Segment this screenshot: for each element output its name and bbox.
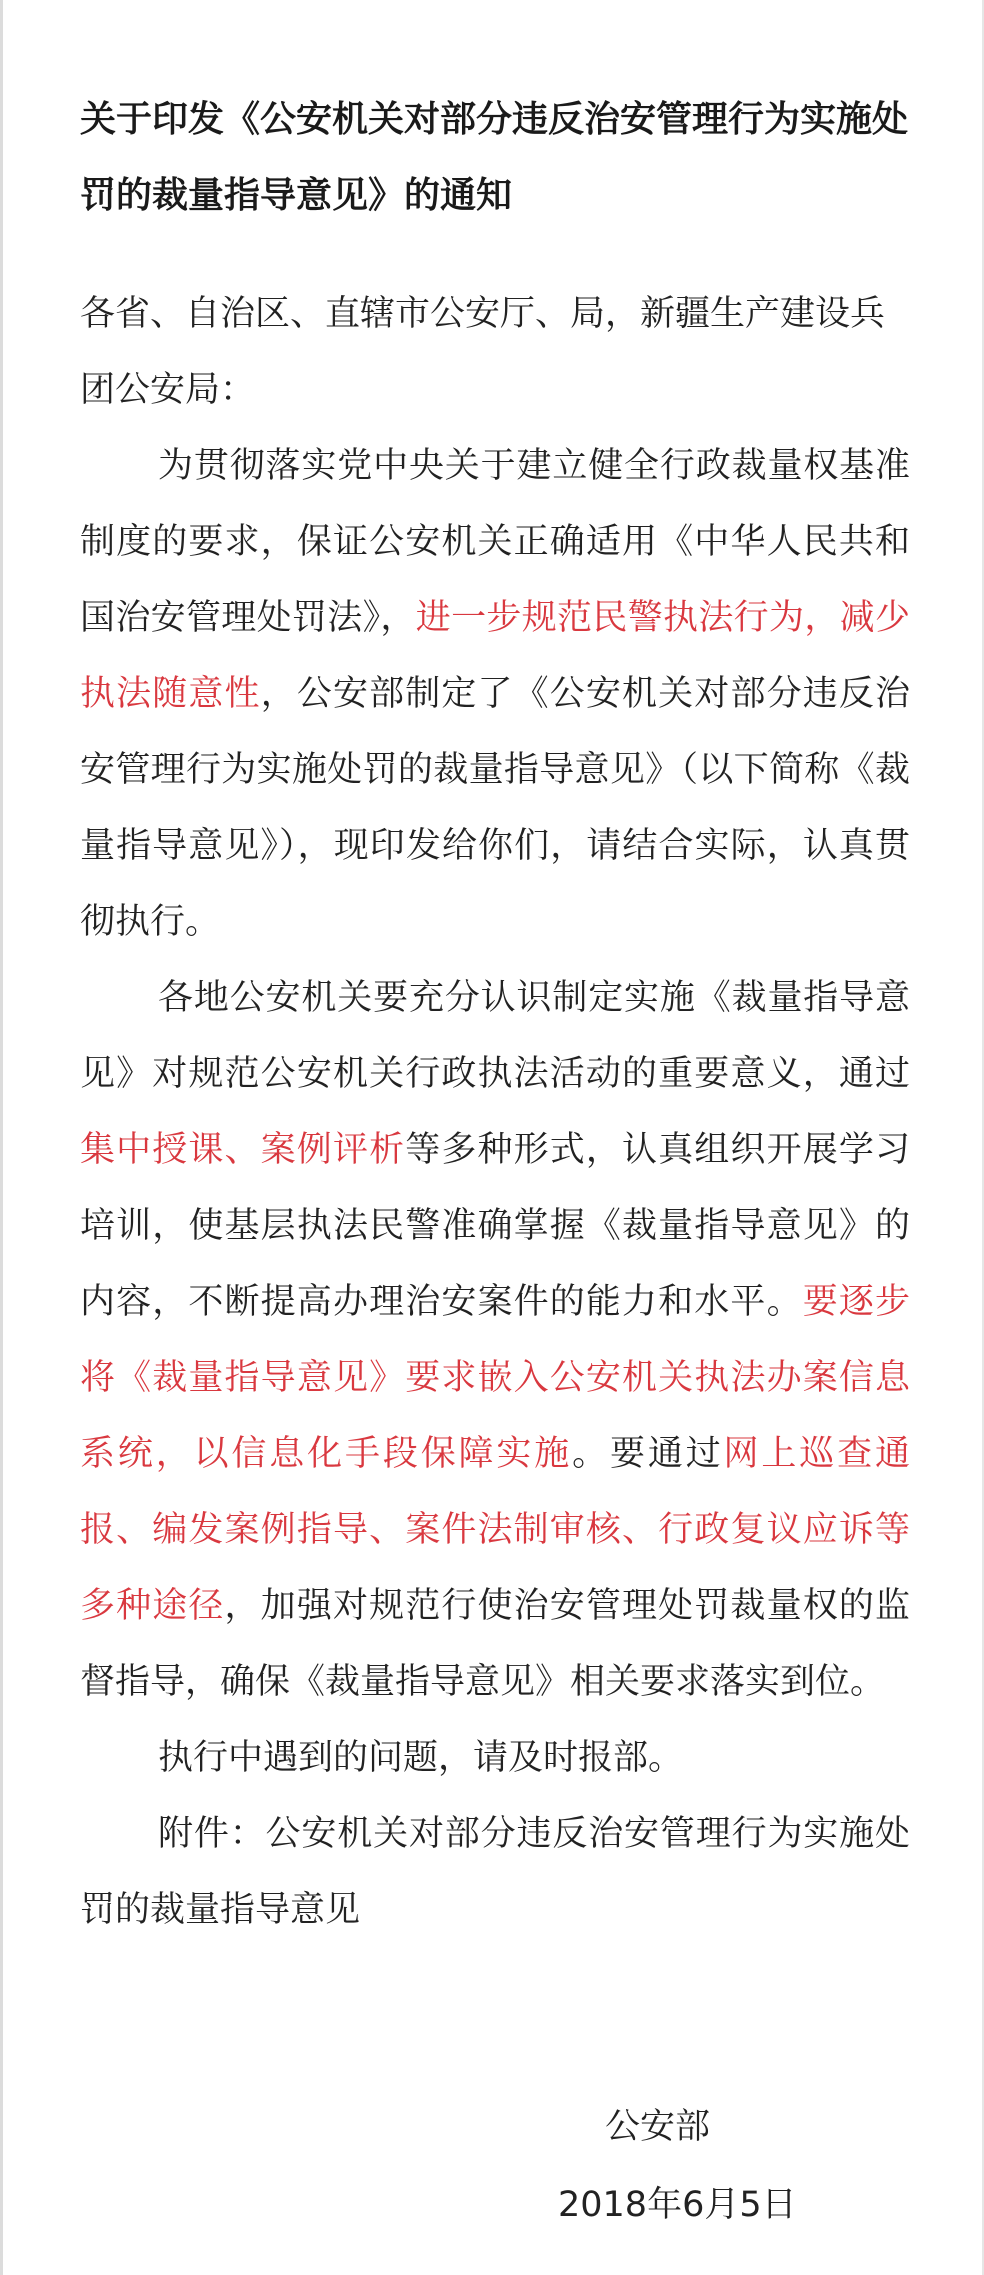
paragraph-feedback: 执行中遇到的问题，请及时报部。 — [158, 1738, 684, 1778]
paragraph-text: 等多种形式，认真组织开展学习培训，使基层执法民警准确掌握《裁量指导意见》的内容，不断提高办理治安案件的能力和水平。 — [80, 1130, 910, 1322]
paragraph-attachment: 附件：公安机关对部分违反治安管理行为实施处罚的裁量指导意见 — [80, 1814, 910, 1930]
paragraph-text: ，加强对规范行使治安管理处罚裁量权的监督指导，确保《裁量指导意见》相关要求落实到位。 — [80, 1586, 910, 1702]
paragraph-text: ，公安部制定了《公安机关对部分违反治安管理行为实施处罚的裁量指导意见》（以下简称《裁量指导意见》），现印发给你们，请结合实际，认真贯彻执行。 — [80, 674, 910, 942]
highlighted-text: 集中授课、案例评析 — [80, 1130, 406, 1170]
paragraph-requirements — [80, 960, 910, 1720]
notice-document — [80, 82, 910, 1948]
paragraph-text: 。要通过 — [572, 1434, 724, 1474]
paragraph-text: 各地公安机关要充分认识制定实施《裁量指导意见》对规范公安机关行政执法活动的重要意义，通过 — [80, 978, 910, 1094]
signature-organization: 公安部 — [605, 2107, 711, 2147]
salutation: 各省、自治区、直辖市公安厅、局，新疆生产建设兵团公安局： — [80, 294, 886, 410]
left-page-edge — [0, 0, 3, 2275]
highlighted-text: 网上巡查通报、编发案例指导、案件法制审核、行政复议应诉等多种途径 — [80, 1434, 910, 1626]
highlighted-text: 进一步规范民警执法行为，减少执法随意性 — [80, 598, 910, 714]
paragraph-text: 为贯彻落实党中央关于建立健全行政裁量权基准制度的要求，保证公安机关正确适用《中华人民共和国治安管理处罚法》， — [80, 446, 910, 638]
highlighted-text: 要逐步将《裁量指导意见》要求嵌入公安机关执法办案信息系统，以信息化手段保障实施 — [80, 1282, 910, 1474]
document-title: 关于印发《公安机关对部分违反治安管理行为实施处罚的裁量指导意见》的通知 — [80, 99, 909, 216]
paragraph-purpose — [80, 428, 910, 960]
signature-date: 2018年6月5日 — [558, 2185, 797, 2225]
